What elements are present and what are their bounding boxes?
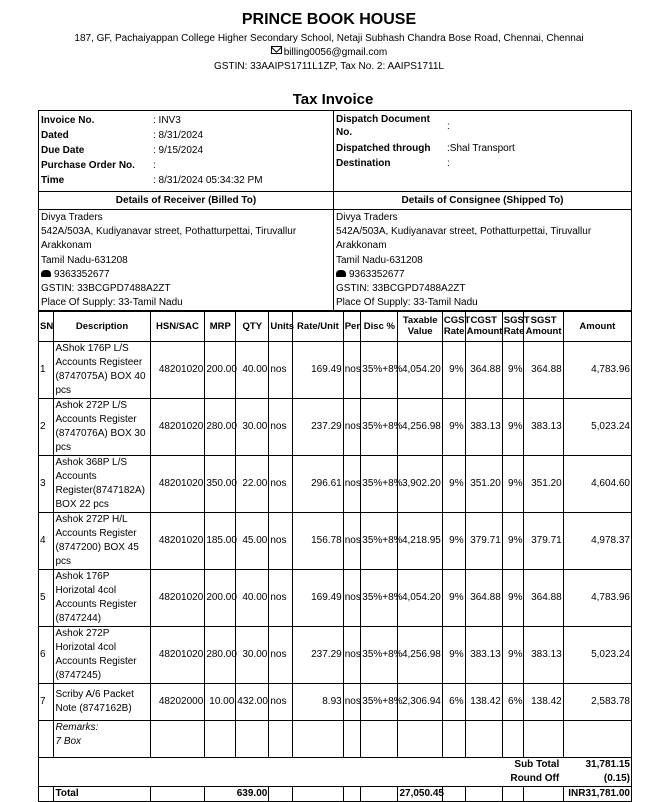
cell-cgst-rate: 9% [442,570,465,627]
col-per: Per [343,311,361,342]
cell-taxable: 4,054.20 [398,570,442,627]
empty-cell [150,721,205,758]
cell-description [54,627,150,684]
cell-mrp: 200.00 [205,570,236,627]
empty-cell [442,721,465,758]
cell-amount: 2,583.78 [563,684,631,721]
cell-description [54,570,150,627]
receiver-place: Place Of Supply: 33-Tamil Nadu [41,297,183,309]
cell-amount: 4,783.96 [563,342,631,399]
cell-sgst-rate: 9% [502,513,524,570]
cell-units: nos [269,627,293,684]
empty-cell [398,721,442,758]
shop-email: billing0056@gmail.com [283,47,388,58]
total-row [39,787,632,802]
cell-sn: 7 [39,684,54,721]
cell-mrp: 280.00 [205,399,236,456]
cell-sgst-rate: 9% [502,342,524,399]
subtotal-row [39,758,632,773]
table-row [39,399,632,456]
desc-line: (8747075A) BOX 40 [55,371,146,382]
desc-line: BOX 22 pcs [55,499,109,510]
empty-cell [343,721,361,758]
receiver-gstin: GSTIN: 33BCGPD7488A2ZT [41,283,171,295]
col-hsn: HSN/SAC [150,311,205,342]
cell-per: nos [343,570,361,627]
meta-label: Purchase Order No. [41,160,135,171]
cell-per: nos [343,513,361,570]
empty-cell [150,787,205,802]
cell-description [54,684,150,721]
cell-qty: 432.00 [236,684,269,721]
empty-cell [442,787,465,802]
desc-line: (8747245) [55,670,102,681]
desc-line: Horizotal 4col [55,642,117,653]
cell-amount: 4,604.60 [563,456,631,513]
col-sgst-rate-1: SGST [503,315,530,326]
cell-hsn: 48201020 [150,627,205,684]
invoice-meta [39,111,631,192]
consignee-gstin: GSTIN: 33BCGPD7488A2ZT [336,283,466,295]
meta-due-date [41,143,333,158]
cell-cgst-amount: 383.13 [465,627,502,684]
cell-qty: 40.00 [236,342,269,399]
desc-line: Scriby A/6 Packet [55,689,134,700]
items-table [38,310,632,802]
cell-rate: 8.93 [293,684,344,721]
desc-line: Accounts Register [55,656,137,667]
col-cgst-amount [465,311,502,342]
desc-line: Accounts Register [55,528,137,539]
cell-units: nos [269,399,293,456]
empty-cell [39,721,54,758]
cell-rate: 169.49 [293,342,344,399]
cell-rate: 237.29 [293,399,344,456]
cell-sgst-amount: 383.13 [524,627,563,684]
roundoff-label: Round Off [39,772,564,787]
desc-line: (8747244) [55,613,102,624]
receiver-phone: 9363352677 [54,268,110,280]
empty-cell [524,721,563,758]
phone-icon [41,270,51,277]
empty-cell [361,721,398,758]
table-row [39,684,632,721]
col-rate: Rate/Unit [293,311,344,342]
desc-line: Note (8747162B) [55,703,132,714]
total-amount: INR31,781.00 [563,787,631,802]
meta-label: Destination [336,158,391,169]
meta-value: : 9/15/2024 [153,145,204,156]
meta-value: : [447,158,450,169]
desc-line: Register(8747182A) [55,485,145,496]
desc-line: Horizotal 4col [55,585,117,596]
cell-hsn: 48201020 [150,513,205,570]
cell-mrp: 185.00 [205,513,236,570]
cell-description [54,399,150,456]
cell-units: nos [269,456,293,513]
cell-sn: 3 [39,456,54,513]
cell-mrp: 10.00 [205,684,236,721]
desc-line: Accounts Registeer [55,357,143,368]
consignee-address2: Arakkonam [336,240,387,252]
meta-value: :Shal Transport [447,143,515,154]
cell-sgst-amount: 138.42 [524,684,563,721]
remarks-text: 7 Box [55,736,82,747]
col-description: Description [54,311,150,342]
cell-mrp: 200.00 [205,342,236,399]
consignee-address1: 542A/503A, Kudiyanavar street, Pothatturpettai, Tiruvallur [336,226,592,238]
consignee-phone: 9363352677 [349,268,405,280]
meta-label: Dispatched through [336,143,431,154]
cell-qty: 30.00 [236,399,269,456]
meta-invoice-no [41,113,333,128]
cell-per: nos [343,456,361,513]
receiver-address3: Tamil Nadu-631208 [41,254,128,266]
cell-sn: 6 [39,627,54,684]
cell-rate: 169.49 [293,570,344,627]
col-cgst-rate-2: Rate [443,326,465,337]
consignee-place: Place Of Supply: 33-Tamil Nadu [336,297,478,309]
receiver-name: Divya Traders [41,212,103,223]
cell-cgst-rate: 9% [442,513,465,570]
desc-line: pcs [55,556,72,567]
table-header-row [39,311,632,342]
dispatch-doc-label-1: Dispatch Document [336,114,430,125]
empty-cell [361,787,398,802]
cell-sgst-rate: 9% [502,570,524,627]
desc-line: AShok 176P L/S [55,343,129,354]
desc-line: pcs [55,385,72,396]
cell-sn: 4 [39,513,54,570]
cell-description [54,513,150,570]
cell-cgst-amount: 364.88 [465,342,502,399]
parties-heading [39,192,631,210]
empty-cell [269,787,293,802]
roundoff-row [39,772,632,787]
cell-hsn: 48201020 [150,570,205,627]
receiver-address1: 542A/503A, Kudiyanavar street, Pothatturpettai, Tiruvallur [41,226,297,238]
meta-po-no [41,158,333,173]
empty-cell [563,721,631,758]
receiver-phone-line [41,268,333,282]
cell-hsn: 48201020 [150,399,205,456]
cell-qty: 40.00 [236,570,269,627]
empty-cell [502,721,524,758]
desc-line: (8747200) BOX 45 [55,542,139,553]
cell-amount: 4,978.37 [563,513,631,570]
cell-units: nos [269,342,293,399]
receiver-details [39,210,334,310]
cell-amount: 4,783.96 [563,570,631,627]
col-sgst-amt-2: Amount [525,326,562,337]
cell-taxable: 4,218.95 [398,513,442,570]
cell-per: nos [343,399,361,456]
subtotal-label: Sub Total [39,758,564,773]
cell-disc: 35%+8% [361,456,398,513]
col-taxable [398,311,442,342]
cell-cgst-rate: 9% [442,342,465,399]
col-sgst-amt-1: SGST [530,315,557,326]
meta-value: : 8/31/2024 05:34:32 PM [153,175,263,186]
receiver-heading: Details of Receiver (Billed To) [39,192,334,209]
meta-label [336,113,447,139]
cell-taxable: 2,306.94 [398,684,442,721]
empty-cell [293,787,344,802]
cell-sn: 5 [39,570,54,627]
desc-line: pcs [55,442,72,453]
total-label: Total [54,787,150,802]
desc-line: Ashok 272P H/L [55,514,128,525]
remarks-label: Remarks: [55,722,99,733]
cell-taxable: 3,902.20 [398,456,442,513]
meta-time [41,173,333,188]
total-mrp: 639.00 [205,787,269,802]
cell-rate: 156.78 [293,513,344,570]
total-taxable: 27,050.45 [398,787,442,802]
cell-qty: 45.00 [236,513,269,570]
shop-name: PRINCE BOOK HOUSE [241,11,417,28]
invoice-title: Tax Invoice [292,91,374,108]
meta-value: : 8/31/2024 [153,130,204,141]
consignee-address3: Tamil Nadu-631208 [336,254,423,266]
consignee-heading: Details of Consignee (Shipped To) [401,195,564,206]
cell-sgst-rate: 9% [502,627,524,684]
roundoff-value: (0.15) [563,772,631,787]
meta-dated [41,128,333,143]
col-sn: SN [39,311,54,342]
empty-cell [465,787,502,802]
desc-line: Ashok 272P [55,628,110,639]
empty-cell [39,787,54,802]
empty-cell [502,787,524,802]
consignee-phone-line [336,268,631,282]
mail-icon [271,46,282,54]
cell-cgst-rate: 9% [442,627,465,684]
empty-cell [293,721,344,758]
col-taxable-2: Value [407,326,433,337]
col-disc: Disc % [361,311,398,342]
consignee-details [334,210,631,310]
col-amount: Amount [563,311,631,342]
meta-value: : [447,120,450,132]
cell-units: nos [269,513,293,570]
cell-sgst-rate: 9% [502,456,524,513]
meta-right [334,111,631,191]
cell-rate: 296.61 [293,456,344,513]
cell-taxable: 4,256.98 [398,627,442,684]
cell-hsn: 48201020 [150,342,205,399]
meta-dispatch-doc [336,113,631,139]
invoice-info-box [38,110,632,312]
cell-description [54,342,150,399]
cell-cgst-rate: 9% [442,456,465,513]
cell-per: nos [343,342,361,399]
col-sgst-rate [502,311,530,342]
empty-cell [205,721,236,758]
table-row [39,627,632,684]
meta-label: Dated [41,130,69,141]
desc-line: Accounts [55,471,97,482]
cell-disc: 35%+8% [361,627,398,684]
col-taxable-1: Taxable [402,315,438,326]
col-cgst-amt-1: CGST [470,315,497,326]
cell-cgst-amount: 351.20 [465,456,502,513]
desc-line: Ashok 368P L/S [55,457,128,468]
cell-sgst-amount: 364.88 [524,342,563,399]
cell-rate: 237.29 [293,627,344,684]
cell-mrp: 350.00 [205,456,236,513]
col-cgst-rate [442,311,471,342]
shop-gstin: GSTIN: 33AAIPS1711L1ZP, Tax No. 2: AAIPS1711L [214,61,444,72]
cell-cgst-amount: 379.71 [465,513,502,570]
empty-cell [465,721,502,758]
shop-address: 187, GF, Pachaiyappan College Higher Secondary School, Netaji Subhash Chandra Bose Road, Chennai, Chennai [74,33,584,44]
cell-hsn: 48202000 [150,684,205,721]
cell-description [54,456,150,513]
table-row [39,342,632,399]
empty-cell [524,787,563,802]
desc-line: Ashok 176P [55,571,110,582]
desc-line: Accounts Register [55,414,137,425]
meta-dispatched-through [336,141,631,156]
receiver-address2: Arakkonam [41,240,92,252]
empty-cell [269,721,293,758]
cell-disc: 35%+8% [361,399,398,456]
cell-qty: 30.00 [236,627,269,684]
cell-units: nos [269,570,293,627]
desc-line: Ashok 272P L/S [55,400,128,411]
cell-per: nos [343,627,361,684]
cell-cgst-amount: 138.42 [465,684,502,721]
cell-per: nos [343,684,361,721]
cell-disc: 35%+8% [361,342,398,399]
cell-sgst-rate: 6% [502,684,524,721]
col-mrp: MRP [205,311,236,342]
col-sgst-amount [524,311,563,342]
cell-cgst-rate: 9% [442,399,465,456]
col-cgst-amt-2: Amount [466,326,503,337]
meta-value: : [153,160,156,171]
cell-sgst-rate: 9% [502,399,524,456]
cell-sn: 1 [39,342,54,399]
remarks-cell [54,721,150,758]
subtotal-value: 31,781.15 [563,758,631,773]
consignee-name: Divya Traders [336,212,398,223]
shop-email-line [0,47,658,58]
cell-taxable: 4,256.98 [398,399,442,456]
cell-amount: 5,023.24 [563,627,631,684]
cell-disc: 35%+8% [361,570,398,627]
cell-hsn: 48201020 [150,456,205,513]
meta-left [39,111,334,191]
col-units: Units [269,311,293,342]
cell-sgst-amount: 351.20 [524,456,563,513]
cell-sn: 2 [39,399,54,456]
cell-mrp: 280.00 [205,627,236,684]
meta-destination [336,156,631,171]
table-row [39,456,632,513]
dispatch-doc-label-2: No. [336,127,353,138]
parties [39,210,631,311]
empty-cell [236,721,269,758]
desc-line: Accounts Register [55,599,137,610]
cell-units: nos [269,684,293,721]
col-qty: QTY [236,311,269,342]
meta-label: Invoice No. [41,115,95,126]
cell-sgst-amount: 379.71 [524,513,563,570]
cell-sgst-amount: 383.13 [524,399,563,456]
desc-line: (8747076A) BOX 30 [55,428,146,439]
col-cgst-rate-1: CGST [443,315,471,326]
cell-disc: 35%+8% [361,513,398,570]
table-row [39,570,632,627]
cell-cgst-rate: 6% [442,684,465,721]
meta-value: : INV3 [153,115,181,126]
remarks-row [39,721,632,758]
cell-cgst-amount: 364.88 [465,570,502,627]
cell-qty: 22.00 [236,456,269,513]
cell-taxable: 4,054.20 [398,342,442,399]
phone-icon [336,270,346,277]
cell-sgst-amount: 364.88 [524,570,563,627]
empty-cell [343,787,361,802]
cell-disc: 35%+8% [361,684,398,721]
cell-cgst-amount: 383.13 [465,399,502,456]
col-sgst-rate-2: Rate [503,326,525,337]
meta-label: Time [41,175,65,186]
cell-amount: 5,023.24 [563,399,631,456]
meta-label: Due Date [41,145,85,156]
table-row [39,513,632,570]
